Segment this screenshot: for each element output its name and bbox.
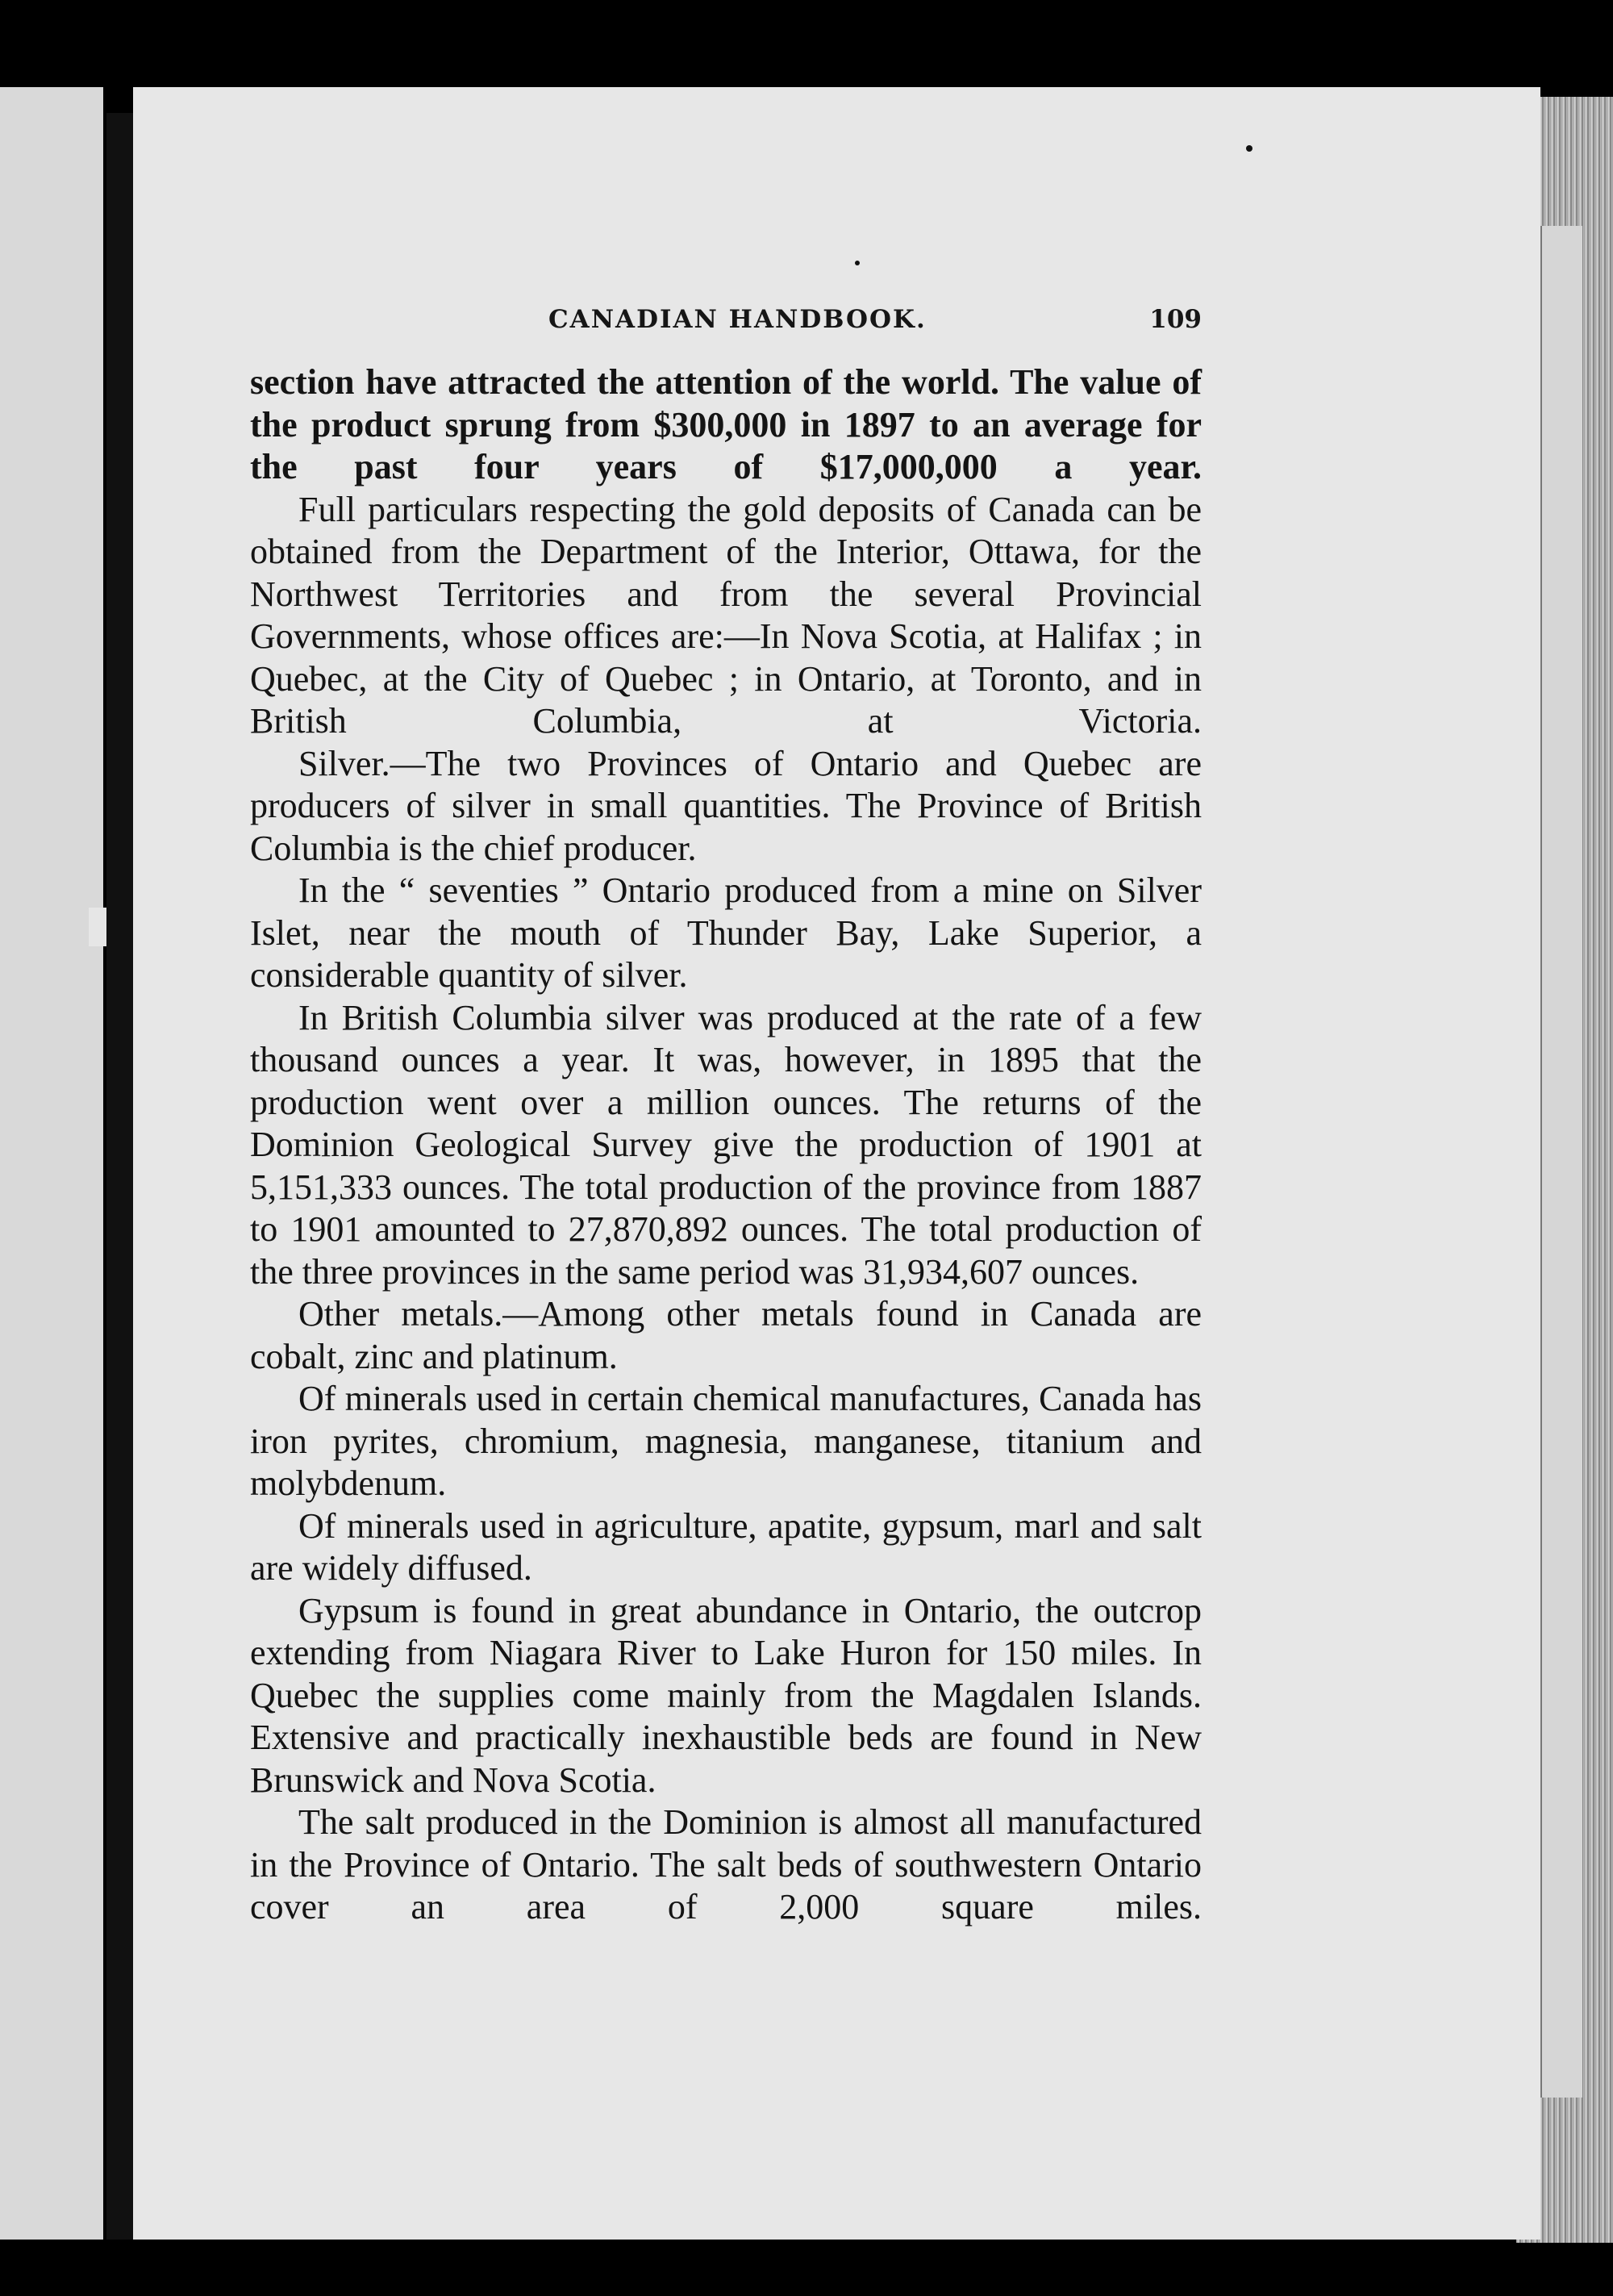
fore-edge-panel <box>1540 226 1582 2098</box>
paragraph: Silver.—The two Provinces of Ontario and Quebec are producers of silver in small quantities. The Province of British Columbia is the chief producer. <box>250 743 1202 868</box>
paragraph: The salt produced in the Dominion is almost all manufactured in the Province of Ontario. The salt beds of southwestern Ontario cover an area of 2,000 square miles. <box>250 1802 1202 1927</box>
running-head-title: CANADIAN HANDBOOK. <box>548 305 927 334</box>
paragraph: section have attracted the attention of the world. The value of the product sprung from $300,000 in 1897 to an average for the past four years of $17,000,000 a year. <box>250 362 1202 486</box>
page-number: 109 <box>1149 305 1202 334</box>
ink-speck <box>1246 145 1252 152</box>
text-body <box>250 361 1202 1929</box>
facing-page-edge <box>0 87 103 2240</box>
paragraph: Gypsum is found in great abundance in Ontario, the outcrop extending from Niagara River to Lake Huron for 150 miles. In Quebec the supplies come mainly from the Magdalen Islands. Extensive and practically inexhaustible beds are found in New Brunswick and Nova Scotia. <box>250 1590 1202 1800</box>
gutter-shadow <box>106 113 134 2240</box>
paragraph: Other metals.—Among other metals found in Canada are cobalt, zinc and platinum. <box>250 1294 1202 1376</box>
paragraph: Of minerals used in certain chemical manufactures, Canada has iron pyrites, chromium, magnesia, manganese, titanium and molybdenum. <box>250 1379 1202 1503</box>
paragraph: In British Columbia silver was produced at the rate of a few thousand ounces a year. It was, however, in 1895 that the production went over a million ounces. The returns of the Dominion Geological Survey give the production of 1901 at 5,151,333 ounces. The total production of the province from 1887 to 1901 amounted to 27,870,892 ounces. The total production of the three provinces in the same period was 31,934,607 ounces. <box>250 997 1202 1292</box>
paragraph: Full particulars respecting the gold deposits of Canada can be obtained from the Department of the Interior, Ottawa, for the Northwest Territories and from the several Provincial Governments, whose offices are:—In Nova Scotia, at Halifax ; in Quebec, at the City of Quebec ; in Ontario, at Toronto, and in British Columbia, at Victoria. <box>250 489 1202 741</box>
ink-speck <box>855 261 860 265</box>
running-head <box>250 305 1202 345</box>
paragraph: Of minerals used in agriculture, apatite, gypsum, marl and salt are widely diffused. <box>250 1505 1202 1588</box>
paragraph: In the “ seventies ” Ontario produced from a mine on Silver Islet, near the mouth of Thunder Bay, Lake Superior, a considerable quantity of silver. <box>250 870 1202 995</box>
